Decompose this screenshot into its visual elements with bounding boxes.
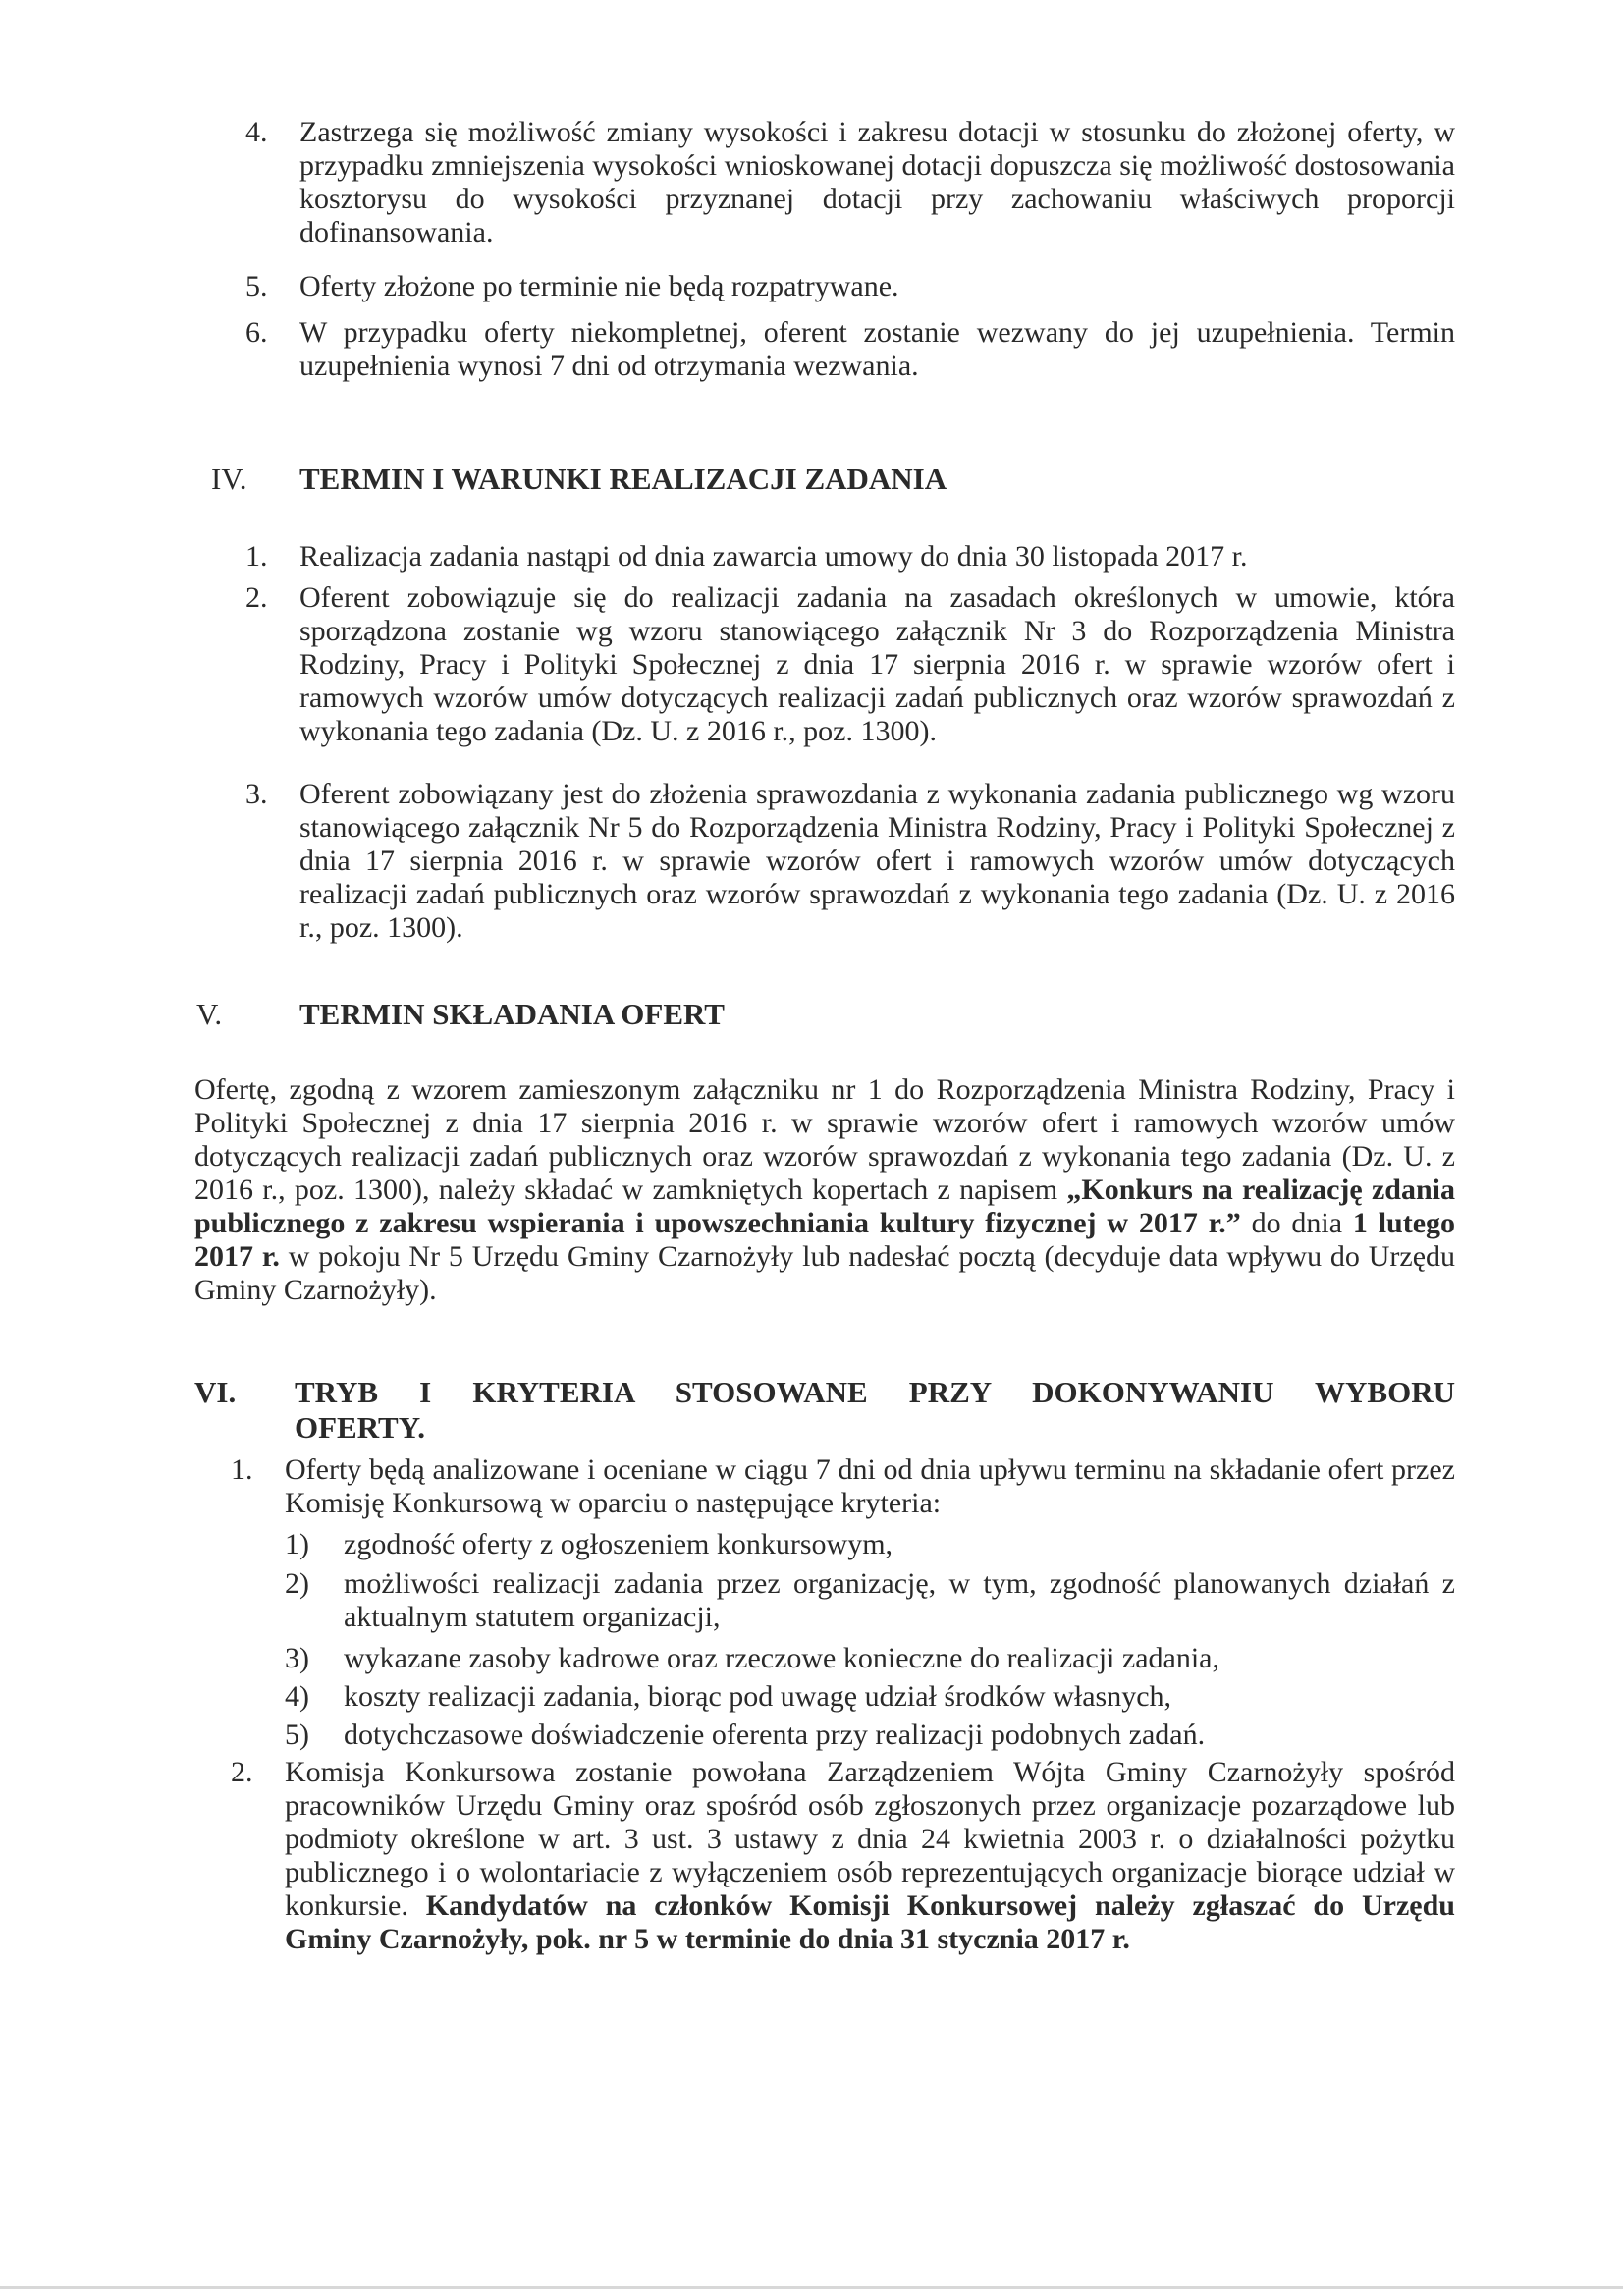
item-number: 2. <box>231 1756 253 1788</box>
paragraph-mid: do dnia <box>1251 1207 1343 1239</box>
item-number: 6. <box>245 316 268 349</box>
criteria-text: dotychczasowe doświadczenie oferenta przy realizacji podobnych zadań. <box>344 1719 1206 1751</box>
item-number: 2. <box>245 581 268 614</box>
envelope-title: „Konkurs na realizację zdania publicznego z zakresu wspierania i upowszechniania kultury fizycznej w 2017 r.” <box>194 1174 1456 1239</box>
paragraph-end: w pokoju Nr 5 Urzędu Gminy Czarnożyły lub nadesłać pocztą (decyduje data wpływu do Urzędu Gminy Czarnożyły). <box>194 1240 1456 1306</box>
item-text <box>285 1756 1455 1956</box>
criteria-text: zgodność oferty z ogłoszeniem konkursowym, <box>344 1528 893 1560</box>
item-text: Oferty złożone po terminie nie będą rozpatrywane. <box>299 270 899 302</box>
item-text: Oferent zobowiązany jest do złożenia sprawozdania z wykonania zadania publicznego wg wzoru stanowiącego załącznik Nr 5 do Rozporządzenia Ministra Rodziny, Pracy i Polityki Społecznej z dnia 17 sierpnia 2016 r. w sprawie wzorów ofert i ramowych wzorów umów dotyczących realizacji zadań publicznych oraz wzorów sprawozdań z wykonania tego zadania (Dz. U. z 2016 r., poz. 1300). <box>299 778 1455 944</box>
committee-deadline: Kandydatów na członków Komisji Konkursowej należy zgłaszać do Urzędu Gminy Czarnożyły, pok. nr 5 w terminie do dnia 31 stycznia 2017 r. <box>285 1889 1455 1955</box>
scan-edge-line <box>0 2286 1623 2289</box>
section-title-line-2: OFERTY. <box>295 1410 425 1445</box>
deadline-date: 1 lutego 2017 r. <box>194 1207 1456 1273</box>
criteria-number: 2) <box>285 1567 309 1600</box>
item-number: 1. <box>231 1453 253 1486</box>
offer-submission-paragraph <box>194 1073 1455 1307</box>
committee-text: Komisja Konkursowa zostanie powołana Zarządzeniem Wójta Gminy Czarnożyły spośród pracowników Urzędu Gminy oraz spośród osób zgłoszonych przez organizacje pozarządowe lub podmioty określone w art. 3 ust. 3 ustawy z dnia 24 kwietnia 2003 r. o działalności pożytku publicznego i o wolontariacie z wyłączeniem osób reprezentujących organizacje biorące udział w konkursie. <box>285 1756 1455 1922</box>
section-number: IV. <box>211 462 247 496</box>
item-text: Oferent zobowiązuje się do realizacji zadania na zasadach określonych w umowie, która sporządzona zostanie wg wzoru stanowiącego załącznik Nr 3 do Rozporządzenia Ministra Rodziny, Pracy i Polityki Społecznej z dnia 17 sierpnia 2016 r. w sprawie wzorów ofert i ramowych wzorów umów dotyczących realizacji zadań publicznych oraz wzorów sprawozdań z wykonania tego zadania (Dz. U. z 2016 r., poz. 1300). <box>299 581 1455 747</box>
section-title: TERMIN SKŁADANIA OFERT <box>299 997 725 1031</box>
criteria-number: 4) <box>285 1680 309 1713</box>
criteria-number: 5) <box>285 1719 309 1751</box>
item-number: 4. <box>245 116 268 148</box>
section-number: VI. <box>194 1375 237 1409</box>
item-text: Oferty będą analizowane i oceniane w ciągu 7 dni od dnia upływu terminu na składanie ofert przez Komisję Konkursową w oparciu o następujące kryteria: <box>285 1453 1455 1519</box>
item-text: Realizacja zadania nastąpi od dnia zawarcia umowy do dnia 30 listopada 2017 r. <box>299 540 1248 573</box>
section-number: V. <box>196 997 223 1031</box>
section-title-line-1: TRYB I KRYTERIA STOSOWANE PRZY DOKONYWANIU WYBORU <box>295 1375 1455 1409</box>
item-text: Zastrzega się możliwość zmiany wysokości i zakresu dotacji w stosunku do złożonej oferty, w przypadku zmniejszenia wysokości wnioskowanej dotacji dopuszcza się możliwość dostosowania kosztorysu do wysokości przyznanej dotacji przy zachowaniu właściwych proporcji dofinansowania. <box>299 116 1455 248</box>
criteria-number: 3) <box>285 1642 309 1674</box>
item-number: 3. <box>245 778 268 810</box>
criteria-number: 1) <box>285 1528 309 1560</box>
item-text: W przypadku oferty niekompletnej, oferent zostanie wezwany do jej uzupełnienia. Termin uzupełnienia wynosi 7 dni od otrzymania wezwania. <box>299 316 1455 382</box>
criteria-text: wykazane zasoby kadrowe oraz rzeczowe konieczne do realizacji zadania, <box>344 1642 1219 1674</box>
item-number: 5. <box>245 270 268 302</box>
criteria-text: możliwości realizacji zadania przez organizację, w tym, zgodność planowanych działań z aktualnym statutem organizacji, <box>344 1567 1455 1633</box>
paragraph-intro: Ofertę, zgodną z wzorem zamieszonym załączniku nr 1 do Rozporządzenia Ministra Rodziny, Pracy i Polityki Społecznej z dnia 17 sierpnia 2016 r. w sprawie wzorów ofert i ramowych wzorów umów dotyczących realizacji zadań publicznych oraz wzorów sprawozdań z wykonania tego zadania (Dz. U. z 2016 r., poz. 1300), należy składać w zamkniętych kopertach z napisem <box>194 1073 1455 1206</box>
criteria-text: koszty realizacji zadania, biorąc pod uwagę udział środków własnych, <box>344 1680 1172 1713</box>
section-title: TERMIN I WARUNKI REALIZACJI ZADANIA <box>299 462 947 496</box>
item-number: 1. <box>245 540 268 573</box>
